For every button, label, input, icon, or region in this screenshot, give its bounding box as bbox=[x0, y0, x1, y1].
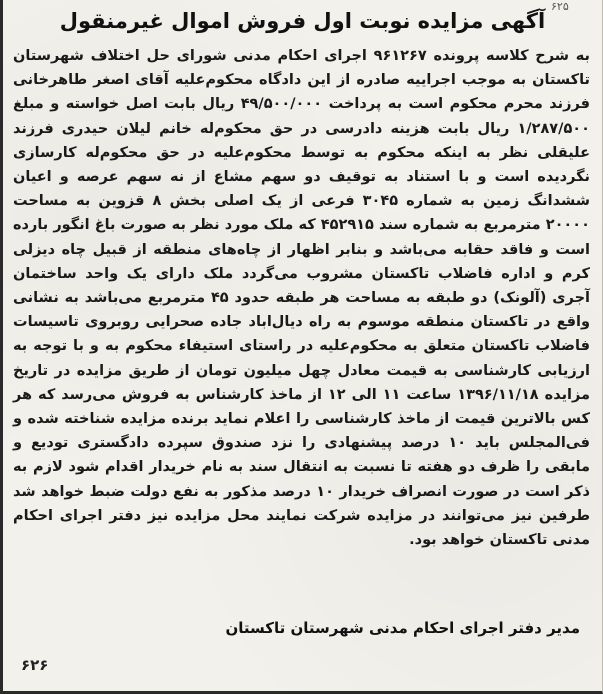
notice-paragraph: به شرح کلاسه پرونده ۹۶۱۲۶۷ اجرای احکام مدنی شورای حل اختلاف شهرستان تاکستان به موجب اجراییه صادره از این دادگاه محکوم‌علیه آقای اصغر طاهرخانی فرزند محرم محکوم است به پرداخت ۴۹/۵۰۰/۰۰۰ ریال بابت اصل خواسته و مبلغ ۱/۲۸۷/۵۰۰ ریال بابت هزینه دادرسی در حق محکوم‌له خانم لیلان حیدری فرزند علیقلی نظر به اینکه محکوم به توسط محکوم‌علیه در حق محکوم‌له کارسازی نگردیده است و با استناد به توقیف دو سهم مشاع از نه سهم عرصه و اعیان ششدانگ زمین به شماره ۳۰۴۵ فرعی از یک اصلی بخش ۸ قزوین به مساحت ۲۰۰۰۰ مترمربع به شماره سند ۴۵۲۹۱۵ که ملک مورد نظر به صورت باغ انگور بارده است و فاقد حقابه می‌باشد و بنابر اظهار از چاه‌های منطقه از قبیل چاه دیزلی کرم و اداره فاضلاب تاکستان مشروب می‌گردد ملک دارای یک واحد ساختمان آجری (آلونک) دو طبقه به مساحت هر طبقه حدود ۴۵ مترمربع می‌باشد به نشانی واقع در تاکستان منطقه موسوم به راه دیال‌اباد جاده صحرایی روبروی تاسیسات فاضلاب تاکستان متعلق به محکوم‌علیه در راستای استیفاء محکوم به و با توجه به ارزیابی کارشناسی به قیمت معادل چهل میلیون تومان از طریق مزایده در تاریخ مزایده ۱۳۹۶/۱۱/۱۸ ساعت ۱۱ الی ۱۲ از ماخذ کارشناس به فروش می‌رسد که هر کس بالاترین قیمت از ماخذ کارشناسی را اعلام نماید برنده مزایده شناخته شده و فی‌المجلس باید ۱۰ درصد پیشنهادی را نزد صندوق سپرده دادگستری تودیع و مابقی را ظرف دو هفته تا نسبت به انتقال سند به نام خریدار اقدام شود لازم به ذکر است در صورت انصراف خریدار ۱۰ درصد مذکور به نفع دولت ضبط خواهد شد طرفین نیز می‌توانند در مزایده شرکت نمایند محل مزایده نیز دفتر اجرای احکام مدنی تاکستان خواهد بود. bbox=[13, 48, 591, 549]
notice-body bbox=[13, 44, 590, 552]
corner-number: ۶۲۵ bbox=[551, 0, 569, 13]
notice-title: آگهی مزایده نوبت اول فروش اموال غیرمنقول bbox=[59, 9, 546, 33]
notice-signature: مدیر دفتر اجرای احکام مدنی شهرستان تاکستان bbox=[225, 619, 580, 637]
page-number: ۶۲۶ bbox=[21, 656, 49, 674]
